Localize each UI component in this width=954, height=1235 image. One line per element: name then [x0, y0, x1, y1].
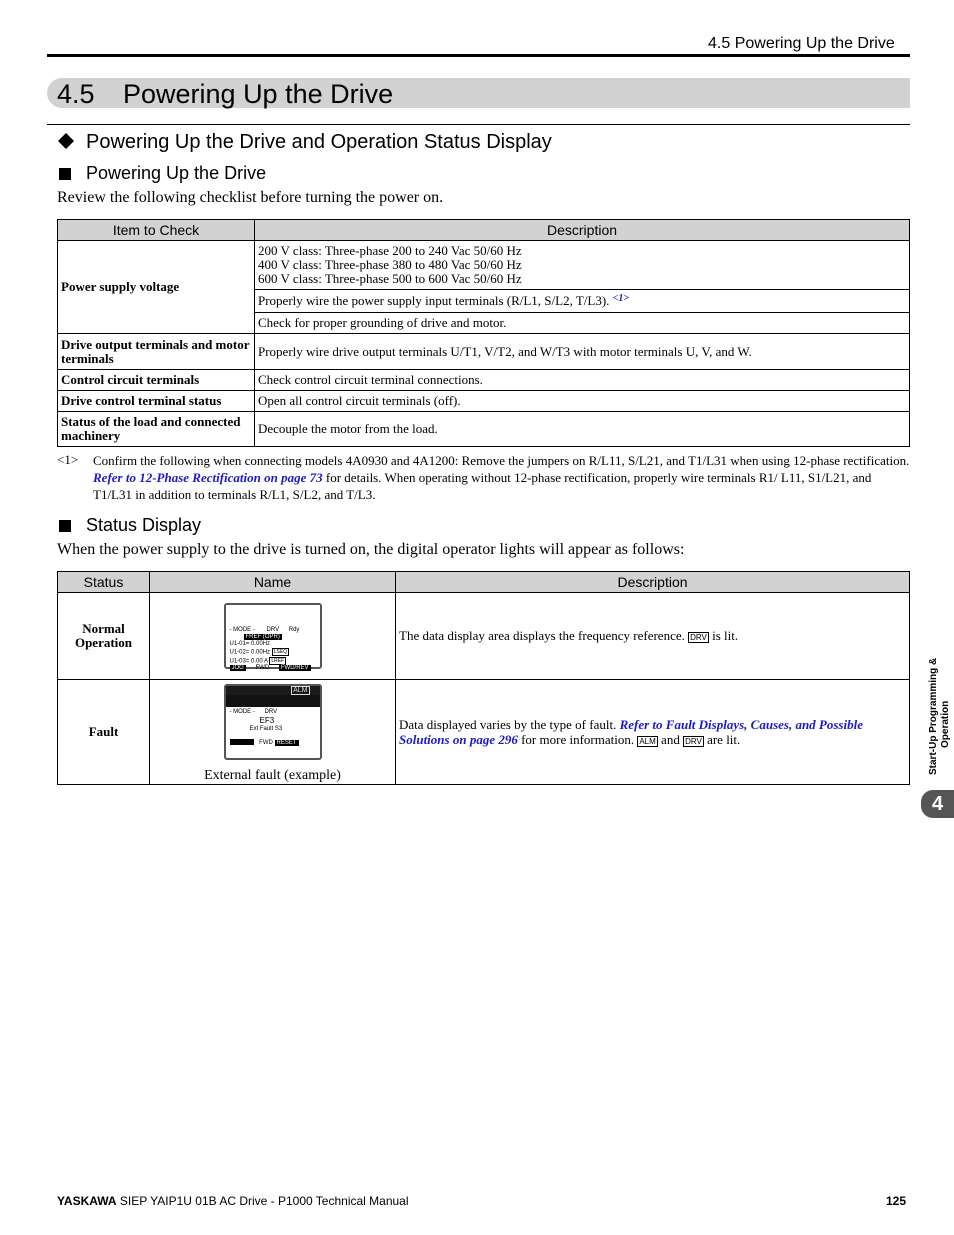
side-tab-chapter-label — [925, 650, 951, 775]
alm-indicator-icon: ALM — [639, 736, 656, 746]
square-bullet-icon — [59, 168, 71, 180]
item-power-supply: Power supply voltage — [58, 241, 255, 334]
header-rule — [47, 54, 910, 57]
running-header: 4.5 Powering Up the Drive — [708, 35, 895, 52]
col-header-description: Description — [255, 220, 910, 241]
normal-desc-tail: is lit. — [712, 628, 739, 643]
load-status-desc: Decouple the motor from the load. — [255, 412, 910, 447]
chapter-title: Powering Up the Drive — [123, 79, 394, 109]
lcd-jog: JOG — [231, 665, 244, 672]
lcd-fref: FREF (OPR) — [245, 634, 280, 640]
footer-doc: SIEP YAIP1U 01B AC Drive - P1000 Technical Manual — [119, 1194, 409, 1208]
fault-desc-tail: are lit. — [707, 732, 741, 747]
col-header-description: Description — [396, 572, 910, 593]
chapter-tab-number: 4 — [921, 790, 954, 818]
lcd-normal-operation — [224, 603, 322, 672]
control-circuit-desc: Check control circuit terminal connections. — [255, 370, 910, 391]
checklist-table — [57, 219, 910, 447]
status-fault: Fault — [58, 680, 150, 785]
table-row — [58, 412, 910, 447]
diamond-bullet-icon — [58, 133, 74, 149]
lcd-fault-reset: RESET — [276, 739, 297, 746]
lcd-rdy: Rdy — [288, 627, 300, 633]
footnote-text — [93, 452, 910, 503]
lcd-alm: ALM — [293, 687, 308, 695]
item-load-status: Status of the load and connected machinery — [58, 412, 255, 447]
fault-desc-text: Data displayed varies by the type of fault. — [399, 717, 617, 732]
table-row — [58, 241, 910, 290]
status-normal: Normal Operation — [58, 593, 150, 680]
lcd-u1-03: U1-03= 0.00 A — [229, 658, 268, 665]
section-title: Powering Up the Drive and Operation Status Display — [86, 131, 552, 153]
footnote-text-a: Confirm the following when connecting models 4A0930 and 4A1200: Remove the jumpers on R/L11, S/L21, and T1/L31 when using 12-phase rectification. — [93, 453, 910, 468]
footer-brand: YASKAWA — [57, 1194, 117, 1208]
normal-desc-text: The data display area displays the frequency reference. — [399, 628, 685, 643]
voltage-600: 600 V class: Three-phase 500 to 600 Vac 50/60 Hz — [258, 271, 522, 286]
item-control-circuit: Control circuit terminals — [58, 370, 255, 391]
lcd-lref: LREF — [271, 657, 285, 664]
col-header-name: Name — [150, 572, 396, 593]
lcd-fault — [224, 684, 322, 760]
fault-desc-and: and — [661, 732, 680, 747]
voltage-400: 400 V class: Three-phase 380 to 480 Vac 50/60 Hz — [258, 257, 522, 272]
fault-desc — [396, 680, 910, 785]
fault-lcd-cell — [150, 680, 396, 785]
normal-desc — [396, 593, 910, 680]
lcd-lseq: LSEQ — [273, 649, 288, 655]
table-row — [58, 593, 910, 680]
footnote-mark: <1> — [57, 452, 79, 467]
output-terminals-desc: Properly wire drive output terminals U/T1, V/T2, and W/T3 with motor terminals U, V, and W. — [255, 334, 910, 370]
footnote-text-b: for details. When operating without 12-phase rectification, properly wire terminals R1/ L11, S1/L21, and T1/L31 in addition to terminals R/L1, S/L2, and T/L3. — [93, 470, 872, 502]
item-output-terminals: Drive output terminals and motor terminals — [58, 334, 255, 370]
lcd-fault-mode: - MODE - — [229, 709, 255, 715]
subsection-title-powering: Powering Up the Drive — [86, 163, 267, 183]
square-bullet-icon — [59, 520, 71, 532]
lcd-fault-name: Ext Fault S3 — [249, 726, 283, 732]
subsection-title-status: Status Display — [86, 515, 202, 535]
checklist-intro: Review the following checklist before turning the power on. — [57, 189, 444, 206]
table-row — [58, 391, 910, 412]
item-drive-control-status: Drive control terminal status — [58, 391, 255, 412]
power-voltage-list — [255, 241, 910, 290]
table-row — [58, 334, 910, 370]
side-tab-line2: Operation — [940, 700, 951, 748]
footnote-ref-link[interactable]: <1> — [612, 293, 630, 304]
col-header-item: Item to Check — [58, 220, 255, 241]
lcd-u1-02: U1-02= 0.00Hz — [229, 649, 271, 656]
drv-indicator-icon: DRV — [690, 632, 707, 642]
voltage-200: 200 V class: Three-phase 200 to 240 Vac 50/60 Hz — [258, 243, 522, 258]
power-wire-text: Properly wire the power supply input terminals (R/L1, S/L2, T/L3). — [258, 293, 610, 308]
power-ground-desc: Check for proper grounding of drive and motor. — [255, 313, 910, 334]
chapter-number: 4.5 — [57, 79, 95, 109]
link-12-phase-rectification[interactable]: Refer to 12-Phase Rectification on page 73 — [93, 470, 323, 485]
status-intro: When the power supply to the drive is turned on, the digital operator lights will appear as follows: — [57, 541, 685, 558]
footer-doc-title — [57, 1194, 409, 1208]
col-header-status: Status — [58, 572, 150, 593]
page-number: 125 — [886, 1194, 907, 1208]
power-wire-desc — [255, 290, 910, 313]
fault-caption: External fault (example) — [204, 768, 341, 783]
link-fault-displays[interactable]: Refer to Fault Displays, Causes, and Possible Solutions on page 296 — [399, 717, 863, 747]
lcd-fwdrev: FWD/REV — [280, 665, 309, 672]
lcd-fault-code: EF3 — [259, 716, 275, 725]
normal-lcd-cell — [150, 593, 396, 680]
lcd-mode: - MODE - — [229, 627, 255, 633]
drive-control-status-desc: Open all control circuit terminals (off). — [255, 391, 910, 412]
lcd-fault-drv: DRV — [264, 709, 278, 715]
lcd-fault-fwd: FWD — [259, 739, 273, 746]
drv-indicator-icon: DRV — [685, 736, 702, 746]
table-row — [58, 680, 910, 785]
status-table — [57, 571, 910, 785]
lcd-fwd: FWD — [255, 665, 270, 672]
lcd-drv: DRV — [266, 627, 280, 633]
table-row — [58, 370, 910, 391]
side-tab-line1: Start-Up Programming & — [928, 657, 939, 775]
lcd-u1-01: U1-01= 0.00Hz — [229, 641, 271, 647]
chapter-rule — [47, 124, 910, 125]
fault-desc-more: for more information. — [521, 732, 635, 747]
